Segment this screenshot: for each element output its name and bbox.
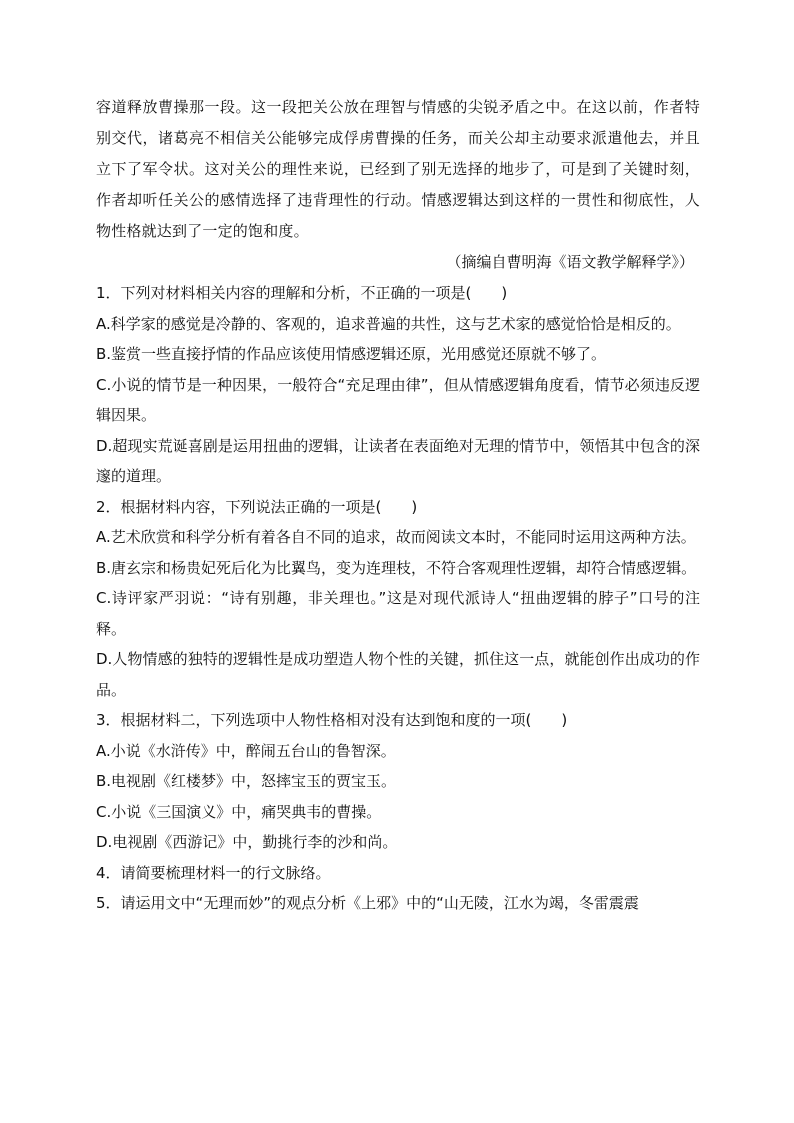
passage-source: （摘编自曹明海《语文教学解释学》） bbox=[446, 253, 694, 271]
question-2-option-b: B.唐玄宗和杨贵妃死后化为比翼鸟，变为连理枝，不符合客观理性逻辑，却符合情感逻辑。 bbox=[96, 558, 697, 577]
question-2-stem: 2．根据材料内容，下列说法正确的一项是( ) bbox=[96, 497, 418, 516]
question-4-stem: 4．请简要梳理材料一的行文脉络。 bbox=[96, 863, 331, 882]
question-3-option-d: D.电视剧《西游记》中，勤挑行李的沙和尚。 bbox=[96, 833, 398, 851]
question-3-option-b: B.电视剧《红楼梦》中，怒摔宝玉的贾宝玉。 bbox=[96, 772, 397, 790]
question-1-option-d: D.超现实荒诞喜剧是运用扭曲的逻辑，让读者在表面绝对无理的情节中，领悟其中包含的深邃的道理。 bbox=[96, 436, 700, 485]
question-5-stem: 5．请运用文中“无理而妙”的观点分析《上邪》中的“山无陵，江水为竭，冬雷震震 bbox=[96, 894, 639, 912]
question-3-stem: 3．根据材料二，下列选项中人物性格相对没有达到饱和度的一项( ) bbox=[96, 711, 568, 729]
question-1-option-b: B.鉴赏一些直接抒情的作品应该使用情感逻辑还原，光用感觉还原就不够了。 bbox=[96, 345, 607, 363]
document-page bbox=[96, 92, 700, 919]
question-1-stem: 1．下列对材料相关内容的理解和分析，不正确的一项是( ) bbox=[96, 284, 508, 302]
question-2-option-a: A.艺术欣赏和科学分析有着各自不同的追求，故而阅读文本时，不能同时运用这两种方法。 bbox=[96, 528, 696, 546]
passage-paragraph: 容道释放曹操那一段。这一段把关公放在理智与情感的尖锐矛盾之中。在这以前，作者特别交代，诸葛亮不相信关公能够完成俘虏曹操的任务，而关公却主动要求派遣他去，并且立下了军令状。这对关公的理性来说，已经到了别无选择的地步了，可是到了关键时刻，作者却听任关公的感情选择了违背理性的行动。情感逻辑达到这样的一贯性和彻底性，人物性格就达到了一定的饱和度。 bbox=[96, 98, 700, 240]
question-1-option-c: C.小说的情节是一种因果，一般符合“充足理由律”，但从情感逻辑角度看，情节必须违反逻辑因果。 bbox=[96, 375, 700, 424]
question-3-option-a: A.小说《水浒传》中，醉闹五台山的鲁智深。 bbox=[96, 741, 396, 760]
question-3-option-c: C.小说《三国演义》中，痛哭典韦的曹操。 bbox=[96, 802, 382, 821]
question-1-option-a: A.科学家的感觉是冷静的、客观的，追求普遍的共性，这与艺术家的感觉恰恰是相反的。 bbox=[96, 314, 681, 333]
question-2-option-d: D.人物情感的独特的逻辑性是成功塑造人物个性的关键，抓住这一点，就能创作出成功的作品。 bbox=[96, 650, 700, 699]
question-2-option-c: C.诗评家严羽说：“诗有别趣，非关理也。”这是对现代派诗人“扭曲逻辑的脖子”口号的注释。 bbox=[96, 589, 700, 638]
question-list bbox=[96, 278, 700, 919]
